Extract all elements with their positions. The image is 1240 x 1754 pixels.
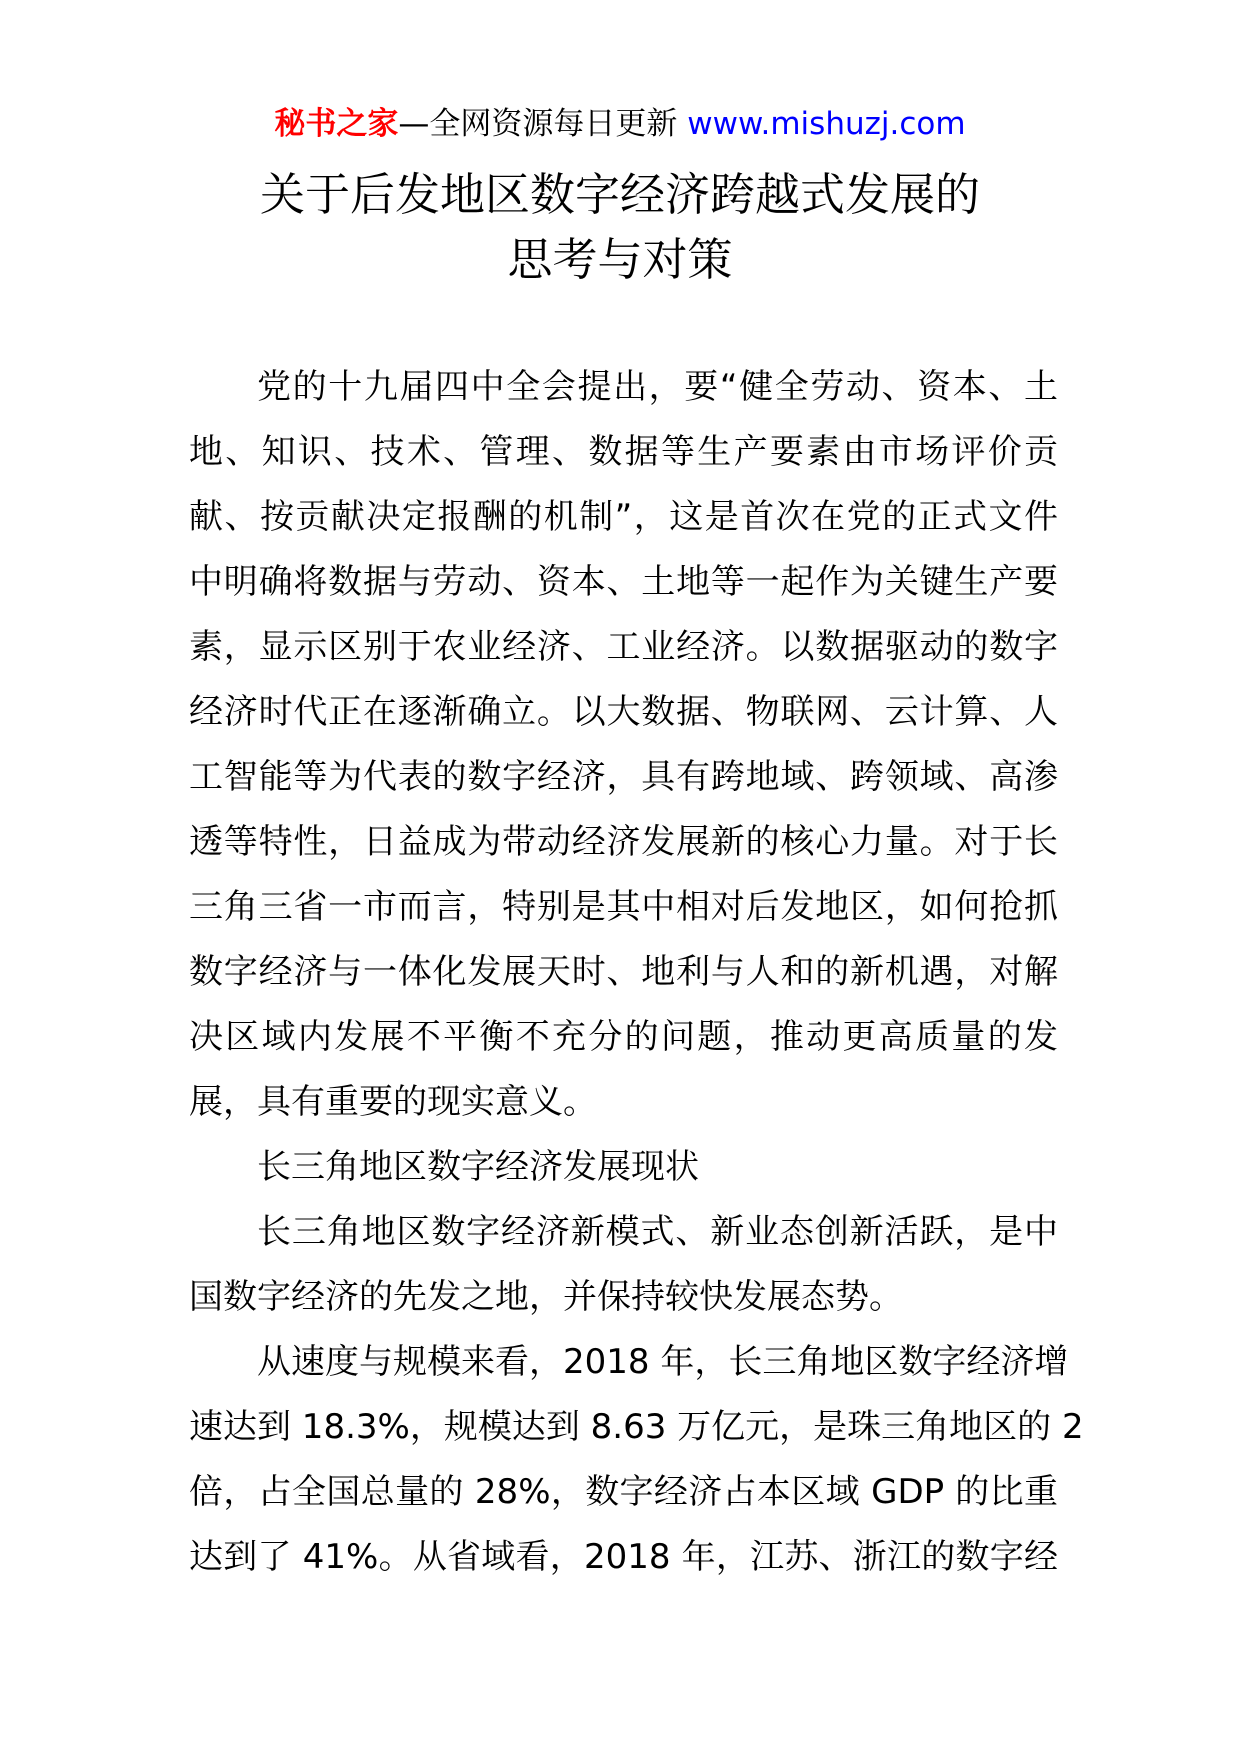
text-line: 数字经济与一体化发展天时、地利与人和的新机遇，对解 [189,952,1058,992]
text-line: 中明确将数据与劳动、资本、土地等一起作为关键生产要 [189,562,1058,602]
brand-name: 秘书之家 [274,106,399,142]
document-body [189,355,1084,1590]
text-line: 决区域内发展不平衡不充分的问题，推动更高质量的发 [189,1017,1058,1057]
title-line-1: 关于后发地区数字经济跨越式发展的 [259,168,980,221]
text-line: 从速度与规模来看，2018 年，长三角地区数字经济增 [257,1342,1069,1382]
text-line: 速达到 18.3%，规模达到 8.63 万亿元，是珠三角地区的 2 [189,1407,1084,1447]
text-line: 长三角地区数字经济发展现状 [257,1147,699,1187]
text-line: 长三角地区数字经济新模式、新业态创新活跃，是中 [257,1212,1058,1252]
text-line: 三角三省一市而言，特别是其中相对后发地区，如何抢抓 [189,887,1058,927]
text-line: 工智能等为代表的数字经济，具有跨地域、跨领域、高渗 [189,757,1058,797]
text-line: 达到了 41%。从省域看，2018 年，江苏、浙江的数字经 [189,1537,1058,1577]
text-line: 献、按贡献决定报酬的机制”，这是首次在党的正式文件 [189,497,1058,537]
document-title [0,162,1240,292]
paragraph [189,1200,1058,1330]
section-heading [189,1135,1058,1200]
site-url-link[interactable]: www.mishuzj.com [687,106,966,142]
text-line: 素，显示区别于农业经济、工业经济。以数据驱动的数字 [189,627,1058,667]
banner-tagline: —全网资源每日更新 [398,106,678,142]
paragraph [189,1330,1084,1590]
text-line: 经济时代正在逐渐确立。以大数据、物联网、云计算、人 [189,692,1058,732]
text-line: 透等特性，日益成为带动经济发展新的核心力量。对于长 [189,822,1058,862]
text-line: 倍，占全国总量的 28%，数字经济占本区域 GDP 的比重 [189,1472,1058,1512]
paragraph [189,355,1058,1135]
site-banner [0,102,1240,146]
text-line: 党的十九届四中全会提出，要“健全劳动、资本、土 [257,367,1058,407]
text-line: 展，具有重要的现实意义。 [189,1082,597,1122]
text-line: 国数字经济的先发之地，并保持较快发展态势。 [189,1277,903,1317]
title-line-2: 思考与对策 [507,233,733,286]
text-line: 地、知识、技术、管理、数据等生产要素由市场评价贡 [189,432,1058,472]
